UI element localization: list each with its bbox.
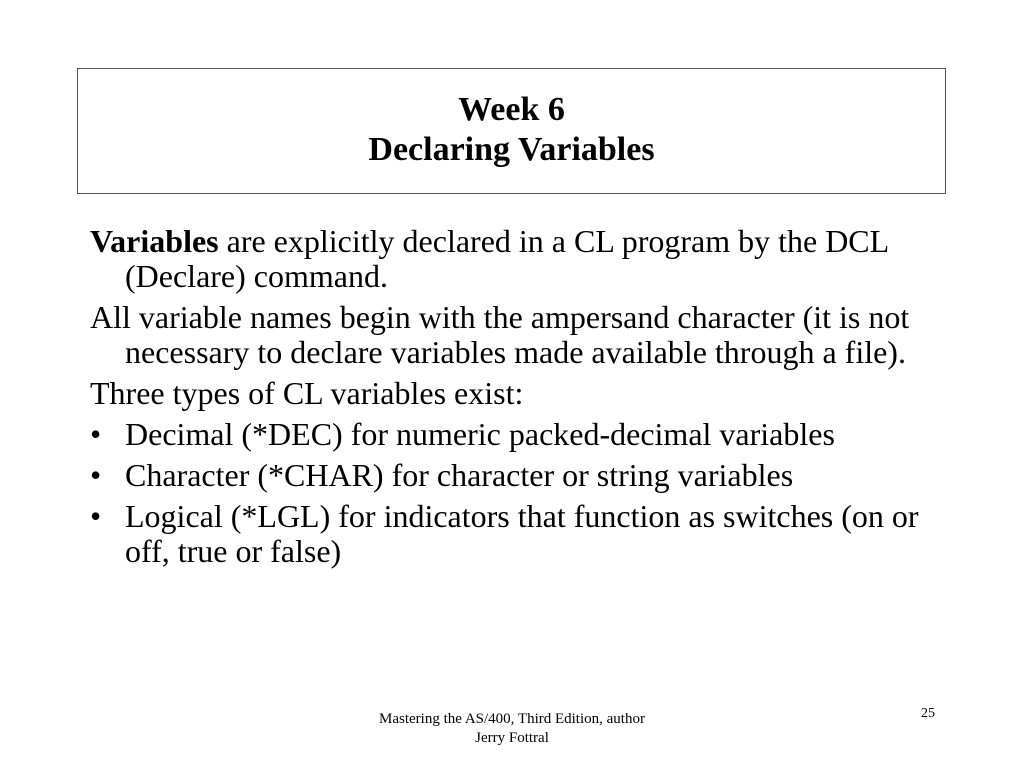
variables-term: Variables <box>90 223 219 259</box>
bullet-text: Decimal (*DEC) for numeric packed-decimal variables <box>125 416 835 452</box>
bullet-icon: • <box>90 416 102 452</box>
paragraph-variables <box>90 224 970 294</box>
slide-title-line2: Declaring Variables <box>368 131 655 168</box>
footer-line1: Mastering the AS/400, Third Edition, author <box>379 711 645 727</box>
bullet-item-decimal <box>90 417 970 452</box>
slide-footer <box>300 710 724 748</box>
page-number: 25 <box>921 706 935 721</box>
bullet-text: Logical (*LGL) for indicators that function as switches (on or off, true or false) <box>125 498 919 569</box>
footer-line2: Jerry Fottral <box>475 730 549 746</box>
slide-title-line1: Week 6 <box>458 91 565 128</box>
paragraph-ampersand: All variable names begin with the ampersand character (it is not necessary to declare variables made available through a file). <box>90 299 910 370</box>
bullet-text: Character (*CHAR) for character or string variables <box>125 457 794 493</box>
bullet-icon: • <box>90 457 102 493</box>
bullet-icon: • <box>90 498 102 534</box>
title-box <box>77 68 946 194</box>
slide-body <box>90 224 970 575</box>
bullet-item-logical <box>90 499 970 569</box>
bullet-item-character <box>90 458 970 493</box>
paragraph-types-intro: Three types of CL variables exist: <box>90 375 524 411</box>
paragraph-variables-text: are explicitly declared in a CL program by the DCL (Declare) command. <box>125 223 888 294</box>
